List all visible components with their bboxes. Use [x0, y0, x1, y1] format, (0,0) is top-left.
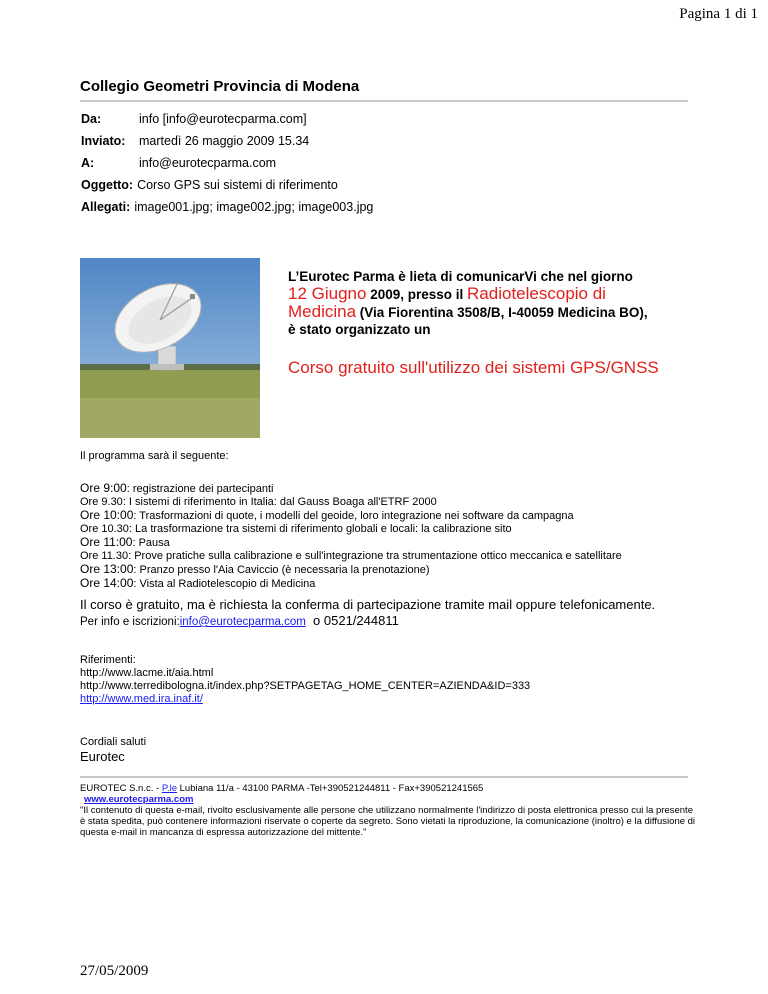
organization-title: Collegio Geometri Provincia di Modena: [80, 78, 360, 95]
disclaimer: "Il contenuto di questa e-mail, rivolto esclusivamente alle persone che utilizzano normalmente l'indirizzo di posta elettronica presso cui la presente è stata spedita, può contenere informazioni riservate o coperte da segreto. Sono vietati la riproduzione, la comunicazione (inoltro) e la diffusione di questa e-mail in mancanza di espressa autorizzazione del mittente.": [80, 805, 696, 838]
schedule-item: Ore 9.30: I sistemi di riferimento in Italia: dal Gauss Boaga all'ETRF 2000: [80, 496, 437, 508]
schedule-item: Ore 14:00: Vista al Radiotelescopio di Medicina: [80, 576, 316, 590]
footer: [80, 783, 698, 838]
header-divider: [80, 100, 688, 102]
address-link[interactable]: P.le: [161, 783, 177, 794]
info-email-link[interactable]: info@eurotecparma.com: [179, 616, 306, 628]
closing: Cordiali saluti: [80, 736, 147, 748]
page-number: Pagina 1 di 1: [679, 6, 758, 22]
print-date: 27/05/2009: [80, 963, 149, 979]
email-header-attachments: Allegati: image001.jpg; image002.jpg; image003.jpg: [81, 200, 374, 214]
reference-link: http://www.lacme.it/aia.html: [80, 667, 214, 679]
references-title: Riferimenti:: [80, 654, 136, 666]
free-course-notice: Il corso è gratuito, ma è richiesta la conferma di partecipazione tramite mail oppure telefonicamente.: [80, 597, 656, 612]
announcement: L’Eurotec Parma è lieta di comunicarVi che nel giorno 12 Giugno 2009, presso il Radiotelescopio di Medicina (Via Fiorentina 3508/B, I-40059 Medicina BO), è stato organizzato un: [288, 269, 648, 337]
schedule-item: Ore 11.30: Prove pratiche sulla calibrazione e sull'integrazione tra strumentazione ottico meccanica e satellitare: [80, 550, 622, 562]
course-title: Corso gratuito sull'utilizzo dei sistemi GPS/GNSS: [288, 358, 659, 377]
schedule-list: [80, 482, 622, 591]
email-header-from: Da: info [info@eurotecparma.com]: [81, 112, 307, 126]
company-line: EUROTEC S.n.c. - P.le Lubiana 11/a - 43100 PARMA -Tel+390521244811 - Fax+390521241565: [80, 783, 484, 794]
schedule-item: Ore 10:00: Trasformazioni di quote, i modelli del geoide, loro integrazione nei software da campagna: [80, 508, 574, 522]
references: [80, 654, 530, 706]
website-link[interactable]: www.eurotecparma.com: [84, 794, 194, 805]
radiotelescope-photo: [80, 258, 260, 438]
schedule-item: Ore 10.30: La trasformazione tra sistemi di riferimento globali e locali: la calibrazione sito: [80, 523, 512, 535]
email-header-sent: Inviato: martedì 26 maggio 2009 15.34: [81, 134, 310, 148]
email-header-subject: Oggetto: Corso GPS sui sistemi di riferimento: [81, 178, 338, 192]
signature: Eurotec: [80, 749, 125, 764]
footer-divider: [80, 776, 688, 778]
schedule-item: Ore 9:00: registrazione dei partecipanti: [80, 481, 274, 495]
schedule-item: Ore 11:00: Pausa: [80, 535, 170, 549]
info-line: Per info e iscrizioni:info@eurotecparma.com o 0521/244811: [80, 613, 399, 628]
email-header-to: A: info@eurotecparma.com: [81, 156, 277, 170]
reference-link[interactable]: http://www.med.ira.inaf.it/: [80, 693, 203, 705]
program-intro: Il programma sarà il seguente:: [80, 450, 229, 462]
reference-link: http://www.terredibologna.it/index.php?SETPAGETAG_HOME_CENTER=AZIENDA&ID=333: [80, 680, 531, 692]
schedule-item: Ore 13:00: Pranzo presso l'Aia Caviccio (è necessaria la prenotazione): [80, 562, 430, 576]
